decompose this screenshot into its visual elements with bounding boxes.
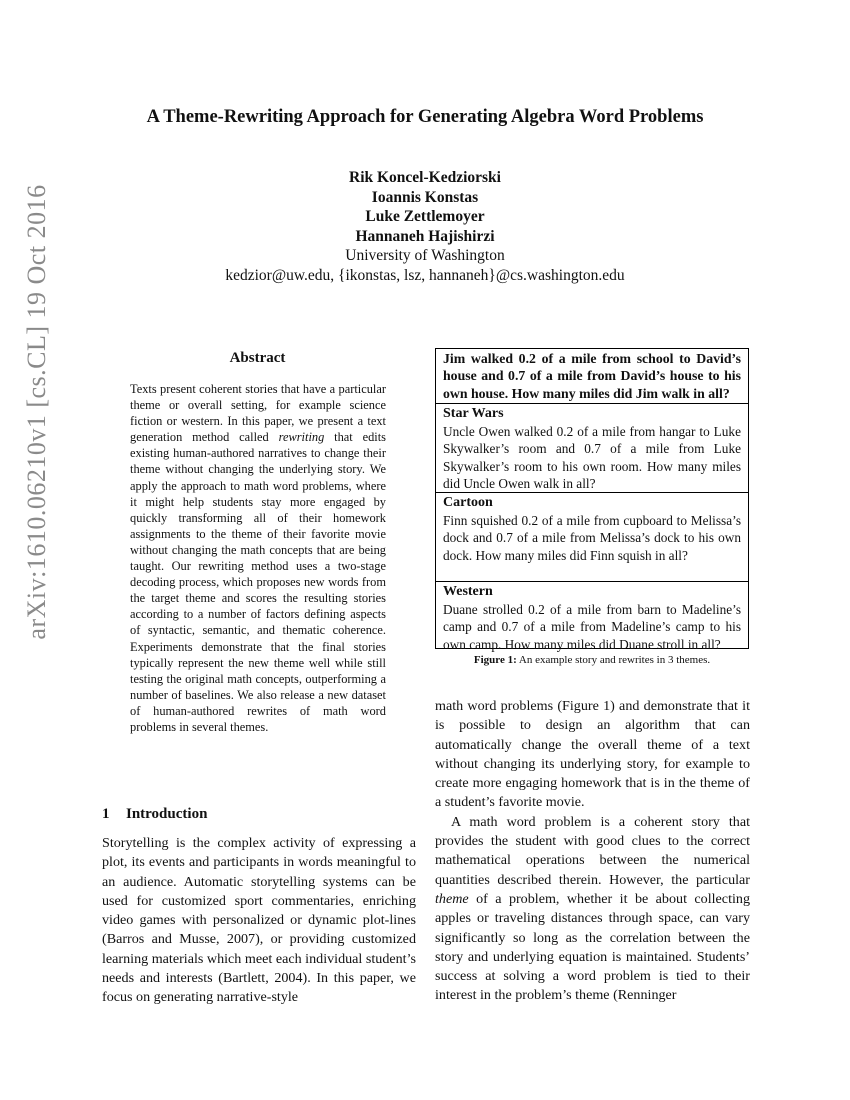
introduction-right-column [435, 697, 750, 1006]
author-name: Ioannis Konstas [371, 188, 479, 206]
section-number: 1 [102, 806, 110, 822]
paragraph: Storytelling is the complex activity of expressing a plot, its events and participants in words meaningful to an audience. Automatic storytelling systems can be used for customized sport commentaries, enriching video games with personalized or dynamic plot-lines (Barros and Musse, 2007), or providing customized learning materials which meet each individual student’s needs and interests (Bartlett, 2004). In this paper, we focus on generating narrative-style [102, 835, 416, 1006]
paragraph-text: of a problem, whether it be about collecting apples or traveling distances through space, can vary significantly so long as the correlation between the story and underlying equation is maintained. Students’ success at solving a word problem is tied to their interest in the problem’s theme (Renninger [435, 890, 750, 1004]
author-name: Luke Zettlemoyer [365, 208, 485, 226]
figure-1-table [435, 348, 749, 652]
theme-label: Star Wars [443, 406, 504, 421]
paragraph [435, 813, 750, 1006]
rewrite-star-wars [436, 403, 748, 492]
arxiv-side-stamp: arXiv:1610.06210v1 [cs.CL] 19 Oct 2016 [22, 184, 51, 640]
abstract-text: Texts present coherent stories that have a particular theme or overall setting, for example science fiction or western. In this paper, we present a text generation method called [130, 382, 386, 445]
section-heading-introduction [102, 806, 417, 823]
italic-term: theme [435, 890, 469, 907]
abstract-heading: Abstract [229, 350, 286, 366]
author-block [100, 168, 750, 286]
author-name: Rik Koncel-Kedziorski [349, 169, 501, 186]
affiliation: University of Washington [345, 247, 505, 265]
abstract-body [130, 381, 386, 735]
caption-text: An example story and rewrites in 3 themes. [516, 654, 711, 666]
abstract-text: that edits existing human-authored narratives to change their theme without changing the underlying story. We apply the approach to math word problems, where it might help students stay more engaged by quickly transforming all of their homework assignments to the theme of their favorite movie without changing the math concepts that are being taught. Our rewriting method uses a two-stage decoding process, which proposes new words from the target theme and scores the resulting stories according to a number of factors defining aspects of syntactic, semantic, and thematic coherence. Experiments demonstrate that the final stories typically represent the new theme well while still testing the original math concepts, outperforming a number of baselines. We also release a new dataset of human-authored rewrites of math word problems in several themes. [130, 430, 386, 734]
rewrite-western [436, 581, 748, 650]
paragraph-text: A math word problem is a coherent story that provides the student with good clues to the correct mathematical operations between the numerical quantities described therein. However, the particular [435, 813, 750, 888]
section-title: Introduction [126, 806, 208, 822]
figure-1-caption [435, 654, 749, 666]
author-name: Hannaneh Hajishirzi [355, 227, 495, 245]
rewrite-cartoon [436, 492, 748, 581]
paragraph: math word problems (Figure 1) and demonstrate that it is possible to design an algorithm that can automatically change the overall theme of a text without changing its underlying story, for example to create more engaging homework that is in the theme of a student’s favorite movie. [435, 698, 750, 811]
rewrite-text: Duane strolled 0.2 of a mile from barn to Madeline’s camp and 0.7 of a mile from Madeline’s camp to his own camp. How many miles did Duane stroll in all? [443, 602, 741, 652]
theme-label: Western [443, 584, 493, 599]
rewrite-text: Finn squished 0.2 of a mile from cupboard to Melissa’s dock and 0.7 of a mile from Melissa’s dock to his own dock. How many miles did Finn squish in all? [443, 513, 741, 563]
abstract-italic-term: rewriting [278, 430, 325, 445]
introduction-left-column [102, 834, 416, 1008]
rewrite-text: Uncle Owen walked 0.2 of a mile from hangar to Luke Skywalker’s room and 0.7 of a mile from Luke Skywalker’s room to his own room. How many miles did Uncle Owen walk in all? [443, 424, 741, 492]
theme-label: Cartoon [443, 495, 493, 510]
caption-label: Figure 1: [473, 654, 517, 666]
paper-title: A Theme-Rewriting Approach for Generating Algebra Word Problems [146, 107, 704, 127]
original-story: Jim walked 0.2 of a mile from school to David’s house and 0.7 of a mile from David’s house to his own house. How many miles did Jim walk in all? [443, 351, 741, 401]
author-emails: kedzior@uw.edu, {ikonstas, lsz, hannaneh}@cs.washington.edu [225, 266, 625, 284]
